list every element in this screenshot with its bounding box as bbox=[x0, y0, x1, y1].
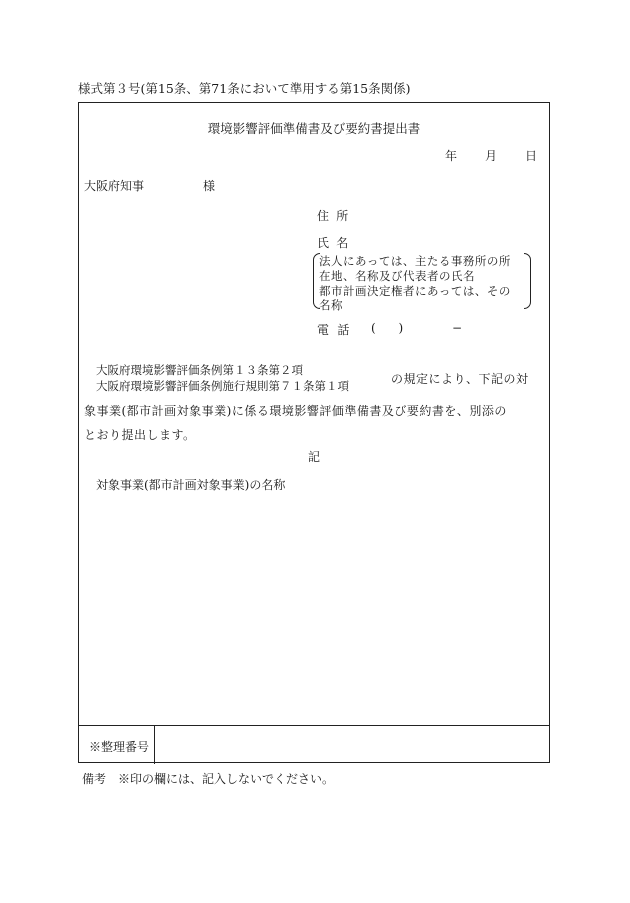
name-note-line: 法人にあっては、主たる事務所の所 bbox=[319, 254, 511, 268]
body-text-line-3: とおり提出します。 bbox=[84, 428, 196, 442]
phone-label: 電話 bbox=[317, 323, 358, 337]
date-month-label: 月 bbox=[485, 149, 498, 163]
reference-number-label-cell bbox=[79, 726, 155, 764]
name-note-line: 都市計画決定権者にあっては、その bbox=[319, 284, 511, 298]
form-number: 様式第３号(第15条、第71条において準用する第15条関係) bbox=[78, 81, 411, 96]
right-bracket bbox=[524, 253, 531, 309]
date-day-label: 日 bbox=[525, 149, 538, 163]
reference-number-field[interactable] bbox=[155, 726, 549, 764]
reference-number-label: ※整理番号 bbox=[89, 740, 150, 754]
ordinance-citation-2: 大阪府環境影響評価条例施行規則第７１条第１項 bbox=[96, 379, 349, 393]
name-note-bracket bbox=[313, 251, 531, 311]
ordinance-citation-1: 大阪府環境影響評価条例第１３条第２項 bbox=[96, 363, 303, 377]
document-title: 環境影響評価準備書及び要約書提出書 bbox=[207, 121, 421, 136]
reference-number-row bbox=[79, 725, 549, 764]
name-note-line: 在地、名称及び代表者の氏名 bbox=[319, 269, 475, 283]
name-label: 氏名 bbox=[317, 236, 356, 250]
form-box bbox=[78, 102, 550, 763]
date-year-label: 年 bbox=[445, 149, 458, 163]
body-text-line-2: 象事業(都市計画対象事業)に係る環境影響評価準備書及び要約書を、別添の bbox=[84, 404, 507, 418]
phone-dash: − bbox=[452, 321, 463, 335]
remarks: 備考 ※印の欄には、記入しないでください。 bbox=[82, 772, 335, 786]
address-label: 住所 bbox=[317, 209, 356, 223]
project-name-label: 対象事業(都市計画対象事業)の名称 bbox=[96, 478, 286, 492]
record-mark: 記 bbox=[307, 450, 320, 464]
name-note-line: 名称 bbox=[319, 298, 343, 312]
addressee-name: 大阪府知事 bbox=[84, 179, 145, 193]
body-text-line-1: の規定により、下記の対 bbox=[391, 372, 529, 386]
phone-area-code-parens: () bbox=[371, 321, 426, 335]
date-line bbox=[445, 147, 537, 164]
addressee-honorific: 様 bbox=[203, 179, 216, 193]
